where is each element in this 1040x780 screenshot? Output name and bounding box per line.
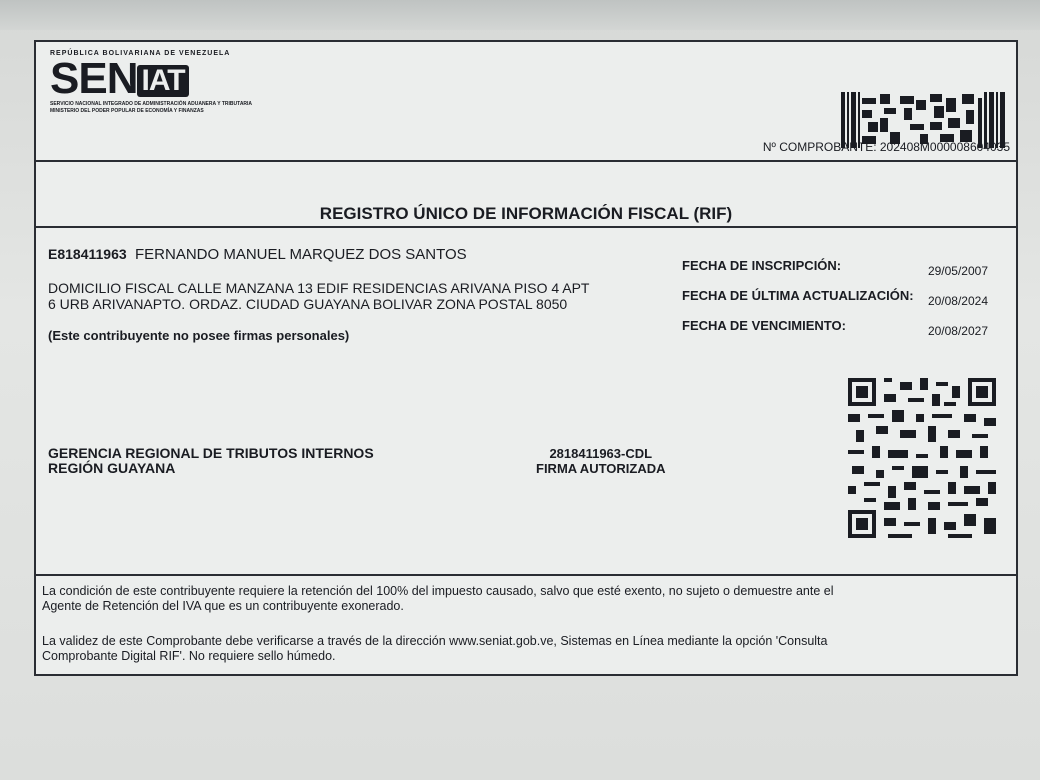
logo-wordmark bbox=[50, 54, 340, 103]
issuing-office bbox=[48, 446, 374, 476]
footer-text-line: La condición de este contribuyente requiere la retención del 100% del impuesto causado, salvo que esté exento, no sujeto o demuestre ante el bbox=[42, 584, 834, 598]
logo-subtitle-2: MINISTERIO DEL PODER POPULAR DE ECONOMÍA Y FINANZAS bbox=[50, 108, 204, 114]
taxpayer-name: FERNANDO MANUEL MARQUEZ DOS SANTOS bbox=[134, 246, 467, 263]
date-label: FECHA DE INSCRIPCIÓN: bbox=[682, 258, 842, 273]
signature-code: 2818411963-CDL bbox=[549, 446, 653, 461]
logo-subtitle-1: SERVICIO NACIONAL INTEGRADO DE ADMINISTRACIÓN ADUANERA Y TRIBUTARIA bbox=[50, 101, 253, 107]
qr-code-icon bbox=[848, 378, 996, 538]
date-label: FECHA DE VENCIMIENTO: bbox=[682, 318, 846, 333]
title-band bbox=[36, 160, 1016, 228]
document-title: REGISTRO ÚNICO DE INFORMACIÓN FISCAL (RIF) bbox=[319, 204, 733, 223]
footer-text-line: Comprobante Digital RIF'. No requiere sello húmedo. bbox=[42, 649, 336, 663]
fiscal-address bbox=[48, 280, 688, 312]
document-body bbox=[36, 228, 1016, 576]
authorized-signature bbox=[536, 446, 666, 476]
dates-panel bbox=[682, 258, 1012, 348]
footer-text-line: La validez de este Comprobante debe verificarse a través de la dirección www.seniat.gob.ve, Sistemas en Línea mediante la opción 'Consulta bbox=[42, 634, 828, 648]
date-value: 29/05/2007 bbox=[927, 264, 988, 278]
taxpayer-rif: E818411963 bbox=[48, 246, 127, 262]
issuing-office-line-1: GERENCIA REGIONAL DE TRIBUTOS INTERNOS bbox=[48, 445, 374, 461]
signature-label: FIRMA AUTORIZADA bbox=[536, 461, 666, 476]
footer-retention-note bbox=[42, 584, 1010, 614]
document-header bbox=[36, 42, 1016, 162]
monitor-bezel bbox=[0, 0, 1040, 30]
issuing-office-line-2: REGIÓN GUAYANA bbox=[48, 460, 176, 476]
document-footer bbox=[36, 576, 1016, 674]
address-line-1: DOMICILIO FISCAL CALLE MANZANA 13 EDIF RESIDENCIAS ARIVANA PISO 4 APT bbox=[48, 280, 590, 296]
date-row-actualizacion bbox=[682, 288, 1012, 318]
date-label: FECHA DE ÚLTIMA ACTUALIZACIÓN: bbox=[682, 288, 914, 303]
seniat-logo bbox=[50, 50, 340, 130]
date-value: 20/08/2024 bbox=[927, 294, 988, 308]
logo-wordmark-iat: IAT bbox=[137, 65, 188, 97]
date-value: 20/08/2027 bbox=[927, 324, 988, 338]
address-line-2: 6 URB ARIVANAPTO. ORDAZ. CIUDAD GUAYANA BOLIVAR ZONA POSTAL 8050 bbox=[48, 296, 568, 312]
comprobante-number: Nº COMPROBANTE: 202408M000008604035 bbox=[762, 140, 1010, 154]
date-row-vencimiento bbox=[682, 318, 1012, 348]
footer-text-line: Agente de Retención del IVA que es un contribuyente exonerado. bbox=[42, 599, 404, 613]
rif-document bbox=[34, 40, 1018, 676]
no-signature-note: (Este contribuyente no posee firmas personales) bbox=[48, 328, 350, 343]
logo-wordmark-sen: SEN bbox=[50, 54, 138, 103]
footer-validity-note bbox=[42, 634, 1010, 664]
taxpayer-id-line bbox=[48, 246, 467, 263]
date-row-inscripcion bbox=[682, 258, 1012, 288]
logo-top-text: REPÚBLICA BOLIVARIANA DE VENEZUELA bbox=[50, 50, 231, 57]
